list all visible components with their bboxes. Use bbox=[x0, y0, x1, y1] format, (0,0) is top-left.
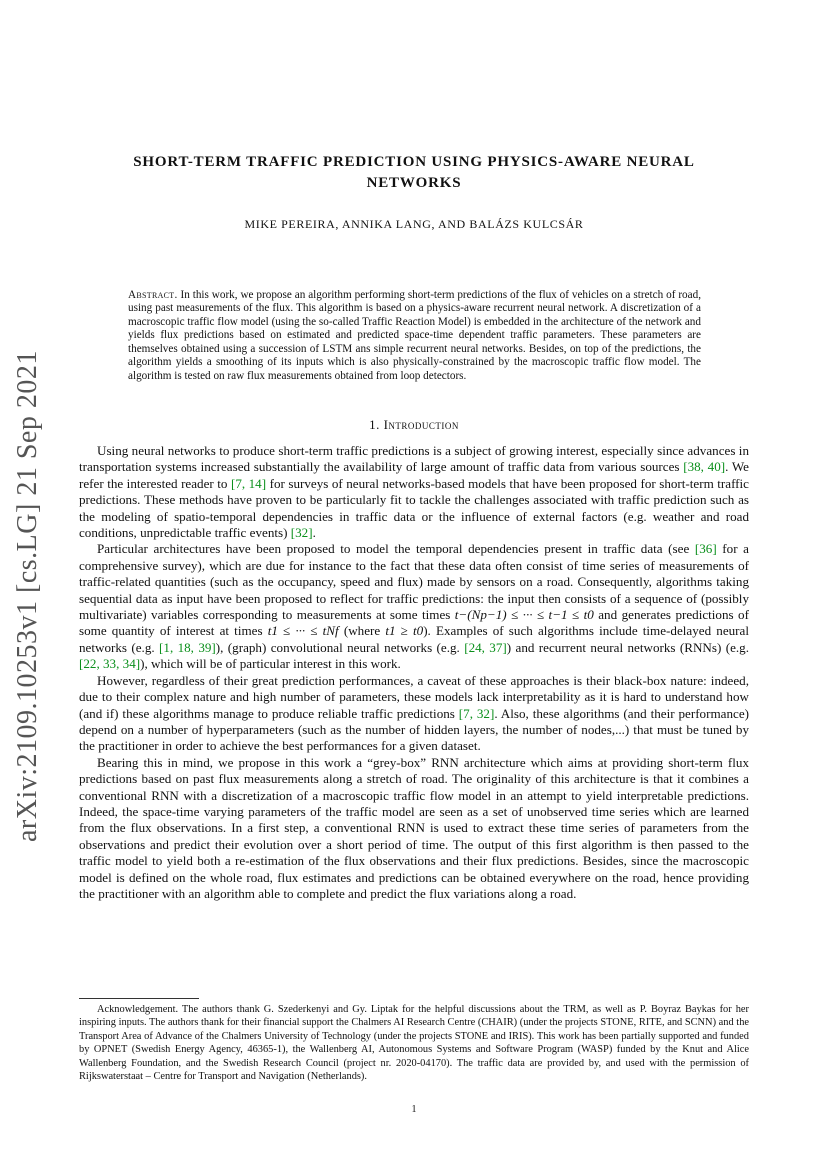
math-expression: t1 ≤ ··· ≤ tNf bbox=[267, 623, 339, 639]
paragraph-1: Using neural networks to produce short-term traffic predictions is a subject of growing interest, especially since advances in transportation systems increased substantially the availability of large amount of traffic data from various sources [38, 40]. We refer the interested reader to [7, 14] for surveys of neural networks-based models that have been proposed for short-term traffic predictions. These methods have proven to be particularly fit to tackle the challenges associated with traffic prediction such as the modeling of spatio-temporal dependencies in traffic data or the influence of external factors (e.g. weather and road conditions, unpredictable traffic events) [32]. bbox=[79, 443, 749, 541]
citation-link[interactable]: [32] bbox=[290, 525, 313, 541]
section-number: 1. bbox=[369, 417, 380, 432]
citation-link[interactable]: [22, 33, 34] bbox=[79, 656, 141, 672]
abstract bbox=[128, 289, 701, 383]
citation-link[interactable]: [24, 37] bbox=[464, 639, 507, 655]
citation-link[interactable]: [36] bbox=[694, 541, 717, 557]
acknowledgement-footnote: Acknowledgement. The authors thank G. Szederkenyi and Gy. Liptak for the helpful discussions about the TRM, as well as P. Boyraz Baykas for her inspiring inputs. The authors thank for their financial support the Chalmers AI Research Centre (CHAIR) (under the projects STONE, RITE, and SCNN) and the Transport Area of Advance of the Chalmers University of Technology (under the projects STONE and IRIS). This work has been partially supported and funded by OPNET (Swedish Energy Agency, 46365-1), the Wallenberg AI, Autonomous Systems and Software Program (WASP) funded by the Knut and Alice Wallenberg Foundation, and the Swedish Research Council (project nr. 2020-04170). The traffic data are provided by, and used with the permission of Rijkswaterstaat – Centre for Transport and Navigation (Netherlands). bbox=[79, 1004, 749, 1083]
introduction-body bbox=[79, 443, 749, 902]
title-line-2: NETWORKS bbox=[366, 175, 462, 191]
abstract-text: In this work, we propose an algorithm performing short-term predictions of the flux of vehicles on a stretch of road, using past measurements of the flux. This algorithm is based on a physics-aware recurrent neural network. A discretization of a macroscopic traffic flow model (using the so-called Traffic Reaction Model) is embedded in the architecture of the network and yields flux predictions based on estimated and predicted space-time dependent traffic parameters. These parameters are themselves obtained using a succession of LSTM ans simple recurrent neural networks. Besides, on top of the predictions, the algorithm yields a smoothing of its inputs which is also physically-constrained by the macroscopic traffic flow model. The algorithm is tested on raw flux measurements obtained from loop detectors. bbox=[128, 289, 701, 382]
math-expression: t−(Np−1) ≤ ··· ≤ t−1 ≤ t0 bbox=[454, 607, 594, 623]
paper-title bbox=[79, 152, 749, 194]
citation-link[interactable]: [7, 32] bbox=[458, 705, 495, 721]
title-line-1: SHORT-TERM TRAFFIC PREDICTION USING PHYSICS-AWARE NEURAL bbox=[133, 154, 695, 170]
citation-link[interactable]: [38, 40] bbox=[683, 459, 726, 475]
section-title: Introduction bbox=[383, 417, 459, 432]
citation-link[interactable]: [7, 14] bbox=[230, 475, 267, 491]
abstract-label: Abstract. bbox=[128, 289, 178, 301]
paragraph-3: However, regardless of their great prediction performances, a caveat of these approaches is their black-box nature: indeed, due to their complex nature and high number of parameters, these models lack interpretability as it is hard to understand how (and if) these algorithms manage to produce reliable traffic predictions [7, 32]. Also, these algorithms (and their performance) depend on a number of hyperparameters (such as the number of hidden layers, the number of nodes,...) that must be tuned by the practitioner in order to achieve the best performances for a given dataset. bbox=[79, 672, 749, 754]
arxiv-identifier-watermark: arXiv:2109.10253v1 [cs.LG] 21 Sep 2021 bbox=[12, 350, 43, 842]
paragraph-2: Particular architectures have been proposed to model the temporal dependencies present in traffic data (see [36] for a comprehensive survey), which are due for instance to the fact that these data often consist of time series of measurements of traffic-related quantities (such as the occupancy, speed and flux) made by sensors on a road. Consequently, algorithms taking sequential data as input have been proposed to reflect for traffic predictions: the input then consists of a sequence of (possibly multivariate) variables corresponding to measurements at some times t−(Np−1) ≤ ··· ≤ t−1 ≤ t0 and generates predictions of some quantity of interest at times t1 ≤ ··· ≤ tNf (where t1 ≥ t0). Examples of such algorithms include time-delayed neural networks (e.g. [1, 18, 39]), (graph) convolutional neural networks (e.g. [24, 37]) and recurrent neural networks (RNNs) (e.g. [22, 33, 34]), which will be of particular interest in this work. bbox=[79, 541, 749, 672]
footnote-divider bbox=[79, 998, 199, 999]
author-list: MIKE PEREIRA, ANNIKA LANG, AND BALÁZS KULCSÁR bbox=[244, 217, 584, 231]
citation-link[interactable]: [1, 18, 39] bbox=[159, 639, 216, 655]
section-heading bbox=[79, 417, 749, 433]
paragraph-4: Bearing this in mind, we propose in this work a “grey-box” RNN architecture which aims at providing short-term flux predictions based on past flux measurements along a stretch of road. The originality of this architecture is that it combines a conventional RNN with a discretization of a macroscopic traffic flow model in an attempt to yield interpretable predictions. Indeed, the space-time varying parameters of the traffic model are seen as a set of unobserved time series which are learned from the flux observations. In a first step, a conventional RNN is used to extract these time series of parameters from the observations and predict their evolution over a short period of time. The output of this first algorithm is then passed to the traffic model to yield both a re-estimation of the flux observations and their flux predictions. Besides, since the macroscopic model is defined on the whole road, flux estimates and predictions can be obtained everywhere on the road, hence providing the practitioner with an algorithm able to complete and predict the flux variations along a road. bbox=[79, 754, 749, 901]
page-number: 1 bbox=[411, 1104, 417, 1115]
math-expression: t1 ≥ t0 bbox=[385, 623, 424, 639]
